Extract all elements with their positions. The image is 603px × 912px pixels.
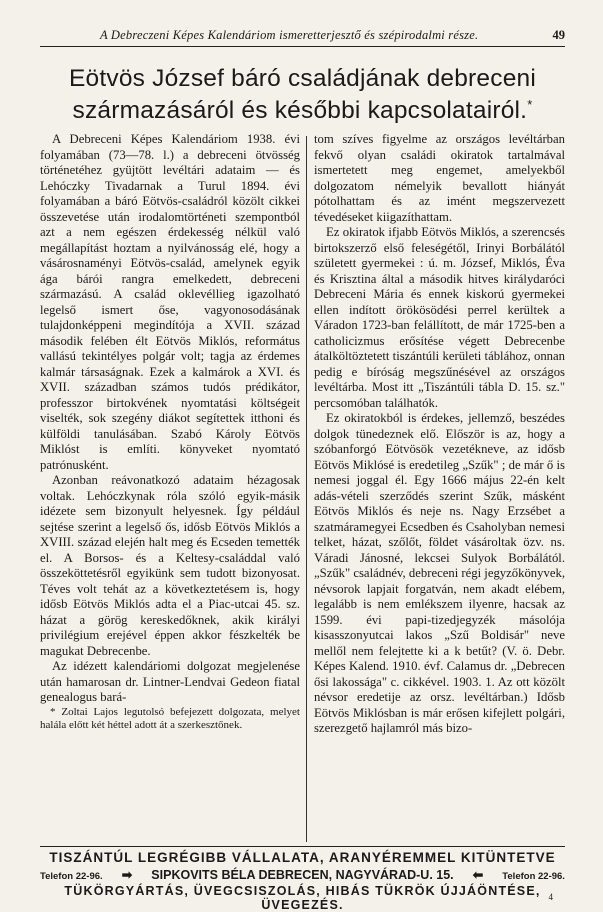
title-line-1: Eötvös József báró családjának debreceni bbox=[69, 65, 536, 92]
ad-headline: TISZÁNTÚL LEGRÉGIBB VÁLLALATA, ARANYÉREMMEL KITÜNTETVE bbox=[49, 850, 556, 865]
paragraph: Azonban reávonatkozó adataim hézagosak voltak. Lehóczkynak róla szóló egyik-másik idézete sem bizonyult helyesnek. Így például sejtése szerint a legelső ős, idősb Eötvös Miklós a XVIII. század elején halt meg és Ecseden temették el. A Borsos- és a Keltesy-családdal való összeköttetésről egyikünk sem tudott bizonyosat. Téves volt tehát az a következtetésem is, hogy idősb Eötvös Miklós adta el a Piac-utcai 45. sz. házat a görög kereskedőknek, akik királyi privilégium erejével éppen akkor fészkelték be magukat Debrecenbe. bbox=[40, 473, 300, 658]
page-number: 49 bbox=[552, 28, 565, 42]
ad-phone-right: Telefon 22-96. bbox=[502, 871, 565, 882]
running-head bbox=[40, 28, 565, 47]
paragraph: A Debreceni Képes Kalendáriom 1938. évi folyamában (73—78. l.) a debreceni ötvösség történetéhez gyüjtött levéltári adataim — és Lehóczky Tivadarnak a Turul 1894. évi folyamában a báró Eötvös-családról közölt cikkei összevetése után irodalomtörténeti szempontból azt a nem egészen érdekesség nélkül való megállapítást hoztam a nyilvánosság elé, hogy a vásárosnaményi Eötvös-család, amelynek egyik ága bárói rangra emelkedett, debreceni származású. A család oklevéllieg igazolható legelső ismert őse, vagyonosodásának tulajdonképpeni megindítója a XVII. század második felében élt Eötvös Miklós, református vallású tekintélyes polgár volt; tagja az érdemes kalmár társaságnak. Ezek a kalmárok a XVI. és XVII. században számos tudós prédikátor, professzor birtokvének nyomtatási költségeit viselték, sok szegény diákot segítettek itthoni és külföldi tanulásában. Szabó Károly Eötvös Miklóst is említi. könyveket nyomtató patrónusként. bbox=[40, 132, 300, 472]
signature-mark: 4 bbox=[548, 892, 553, 902]
paragraph: Az idézett kalendáriomi dolgozat megjelenése után hamarosan dr. Lintner-Lendvai Gedeon fiatal genealogus bará- bbox=[40, 659, 300, 704]
ad-company-line bbox=[40, 867, 565, 882]
arrow-right-icon: ➡ bbox=[121, 868, 133, 882]
ad-services: TÜKÖRGYÁRTÁS, ÜVEGCSISZOLÁS, HIBÁS TÜKRÖK ÚJJÁÖNTÉSE, ÜVEGEZÉS. bbox=[64, 884, 541, 912]
arrow-left-icon: ⬅ bbox=[472, 868, 484, 882]
title-footnote-mark: * bbox=[527, 97, 533, 112]
ad-company: SIPKOVITS BÉLA DEBRECEN, NAGYVÁRAD-U. 15. bbox=[151, 868, 454, 882]
article-title bbox=[40, 66, 565, 124]
paragraph: Ez okiratok ifjabb Eötvös Miklós, a szerencsés birtokszerző első feleségétől, Irinyi Borbálától született gyermekei : ú. m. József, Miklós, Éva és Krisztina által a második hitves királydaróci Debreceni Mária és ennek kiskorú gyermekei ellen indított örökösödési perrel kerültek a Váradon 1723-ban felállított, de már 1725-ben a catholicizmus erősítése végett Debrecenbe átalköltöztetett tiszántúli kerületi táblához, onnan pedig e bíróság megszűnésével az országos levéltárba. Most itt „Tiszántúli tábla D. 15. sz." percsomóban találhatók. bbox=[314, 225, 565, 410]
footnote: * Zoltai Lajos legutolsó befejezett dolgozata, melyet halála előtt két héttel adott át a szerkesztőnek. bbox=[40, 705, 300, 731]
ad-phone-left: Telefon 22-96. bbox=[40, 871, 103, 882]
column-divider bbox=[306, 136, 307, 842]
right-column bbox=[314, 132, 565, 737]
title-line-2: származásáról és későbbi kapcsolatairól.* bbox=[72, 97, 533, 125]
running-title: A Debreczeni Képes Kalendáriom ismeretterjesztő és szépirodalmi része. bbox=[100, 28, 479, 42]
paragraph: Ez okiratokból is érdekes, jellemző, beszédes dolgok tünedeznek elő. Először is az, hogy a szóbanforgó Eötvösök vezetékneve, az idősb Eötvös Miklósé is eredetileg „Szűk" ; de már ő is nemesi joggal él. Egy 1666 május 22-én kelt adás-vételi szerződés szerint Szűk, másként Eötvös Miklós és neje ns. Nagy Erzsébet a szatmáramegyei Ecsedben és Csaholyban nemesi telket, házat, szőlőt, földet vásároltak özv. ns. Váradi Jánosné, lekcsei Sulyok Borbálától. „Szűk" családnév, debreceni régi jegyzőkönyvek, névsorok lapjait forgatván, nem akadt elébem, legalább is nem emlékszem ilyenre, hacsak az 1599. évi papi-tizedjegyzék másolója kisasszonyutcai lakos „Szű Boldisár" neve mellől nem felejtette ki a k betűt? (V. ö. Debr. Képes Kalend. 1910. évf. Calamus dr. „Debrecen ősi lakossága" c. cikkével. 1903. 1. Az ott közölt névsor eredetije az orsz. levéltárban.) Idősb Eötvös Miklósban is már erősen kifejlett polgári, szerezgető hajlamról más bizo- bbox=[314, 411, 565, 735]
left-column bbox=[40, 132, 300, 732]
advertisement bbox=[40, 846, 565, 912]
paragraph: tom szíves figyelme az országos levéltárban fekvő olyan családi okiratok tartalmával ismertetett meg engemet, amelyekből dolgozatom némelyik bevallott hiányát pótolhattam és az imént megszervezett tévedéseket kiigazíthattam. bbox=[314, 132, 565, 224]
